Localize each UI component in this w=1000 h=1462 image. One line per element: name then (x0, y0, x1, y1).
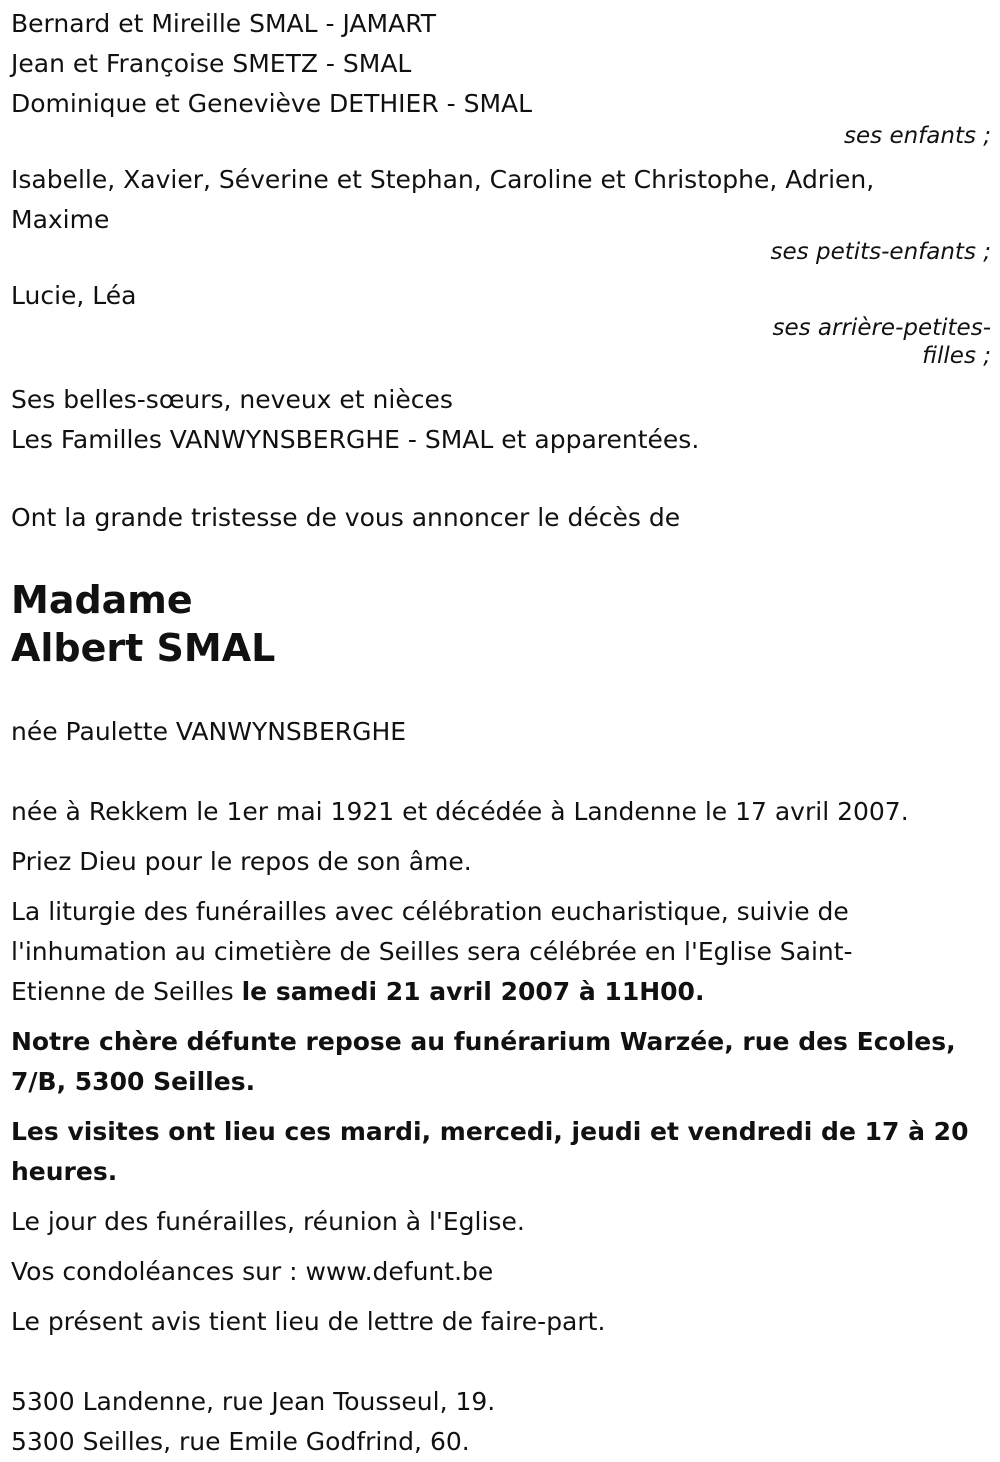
rest-paragraph (11, 1022, 991, 1102)
liturgy-location: Etienne de Seilles (11, 977, 242, 1006)
liturgy-line-1: La liturgie des funérailles avec célébration eucharistique, suivie de (11, 897, 849, 926)
visits-line-1: Les visites ont lieu ces mardi, mercedi, jeudi et vendredi de 17 à 20 (11, 1117, 969, 1146)
great-grandchildren-list: Lucie, Léa (11, 281, 137, 310)
address-landenne: 5300 Landenne, rue Jean Tousseul, 19. (11, 1387, 496, 1416)
condolences-info: Vos condoléances sur : www.defunt.be (11, 1257, 494, 1286)
grandchildren-line-1: Isabelle, Xavier, Séverine et Stephan, Caroline et Christophe, Adrien, (11, 165, 875, 194)
obituary-notice (11, 4, 991, 1462)
in-laws: Ses belles-sœurs, neveux et nièces (11, 385, 453, 414)
rest-line-2: 7/B, 5300 Seilles. (11, 1067, 256, 1096)
address-seilles: 5300 Seilles, rue Emile Godfrind, 60. (11, 1427, 470, 1456)
children-role: ses enfants ; (844, 123, 991, 149)
child-family-3: Dominique et Geneviève DETHIER - SMAL (11, 89, 533, 118)
liturgy-paragraph (11, 892, 991, 1012)
related-families: Les Familles VANWYNSBERGHE - SMAL et apparentées. (11, 425, 700, 454)
grandchildren-list (11, 160, 991, 240)
announcement-text: Ont la grande tristesse de vous annoncer le décès de (11, 503, 681, 532)
notice-text: Le présent avis tient lieu de lettre de faire-part. (11, 1307, 606, 1336)
great-grandchildren-role-line-2: filles ; (922, 343, 991, 369)
child-family-2: Jean et Françoise SMETZ - SMAL (11, 49, 412, 78)
grandchildren-line-2: Maxime (11, 205, 110, 234)
rest-line-1: Notre chère défunte repose au funérarium Warzée, rue des Ecoles, (11, 1027, 956, 1056)
birth-death-info: née à Rekkem le 1er mai 1921 et décédée à Landenne le 17 avril 2007. (11, 797, 909, 826)
liturgy-line-3 (11, 972, 991, 1012)
children-list (11, 4, 991, 124)
liturgy-line-2: l'inhumation au cimetière de Seilles sera célébrée en l'Eglise Saint- (11, 937, 853, 966)
addresses (11, 1382, 991, 1462)
meeting-info: Le jour des funérailles, réunion à l'Eglise. (11, 1207, 525, 1236)
deceased-title: Madame (11, 578, 193, 622)
deceased-name: Albert SMAL (11, 626, 276, 670)
great-grandchildren-role-line-1: ses arrière-petites- (772, 315, 991, 341)
child-family-1: Bernard et Mireille SMAL - JAMART (11, 9, 437, 38)
visits-line-2: heures. (11, 1157, 118, 1186)
grandchildren-role: ses petits-enfants ; (770, 239, 991, 265)
visits-paragraph (11, 1112, 991, 1192)
maiden-name: née Paulette VANWYNSBERGHE (11, 717, 407, 746)
liturgy-date: le samedi 21 avril 2007 à 11H00. (241, 977, 705, 1006)
prayer-text: Priez Dieu pour le repos de son âme. (11, 847, 472, 876)
